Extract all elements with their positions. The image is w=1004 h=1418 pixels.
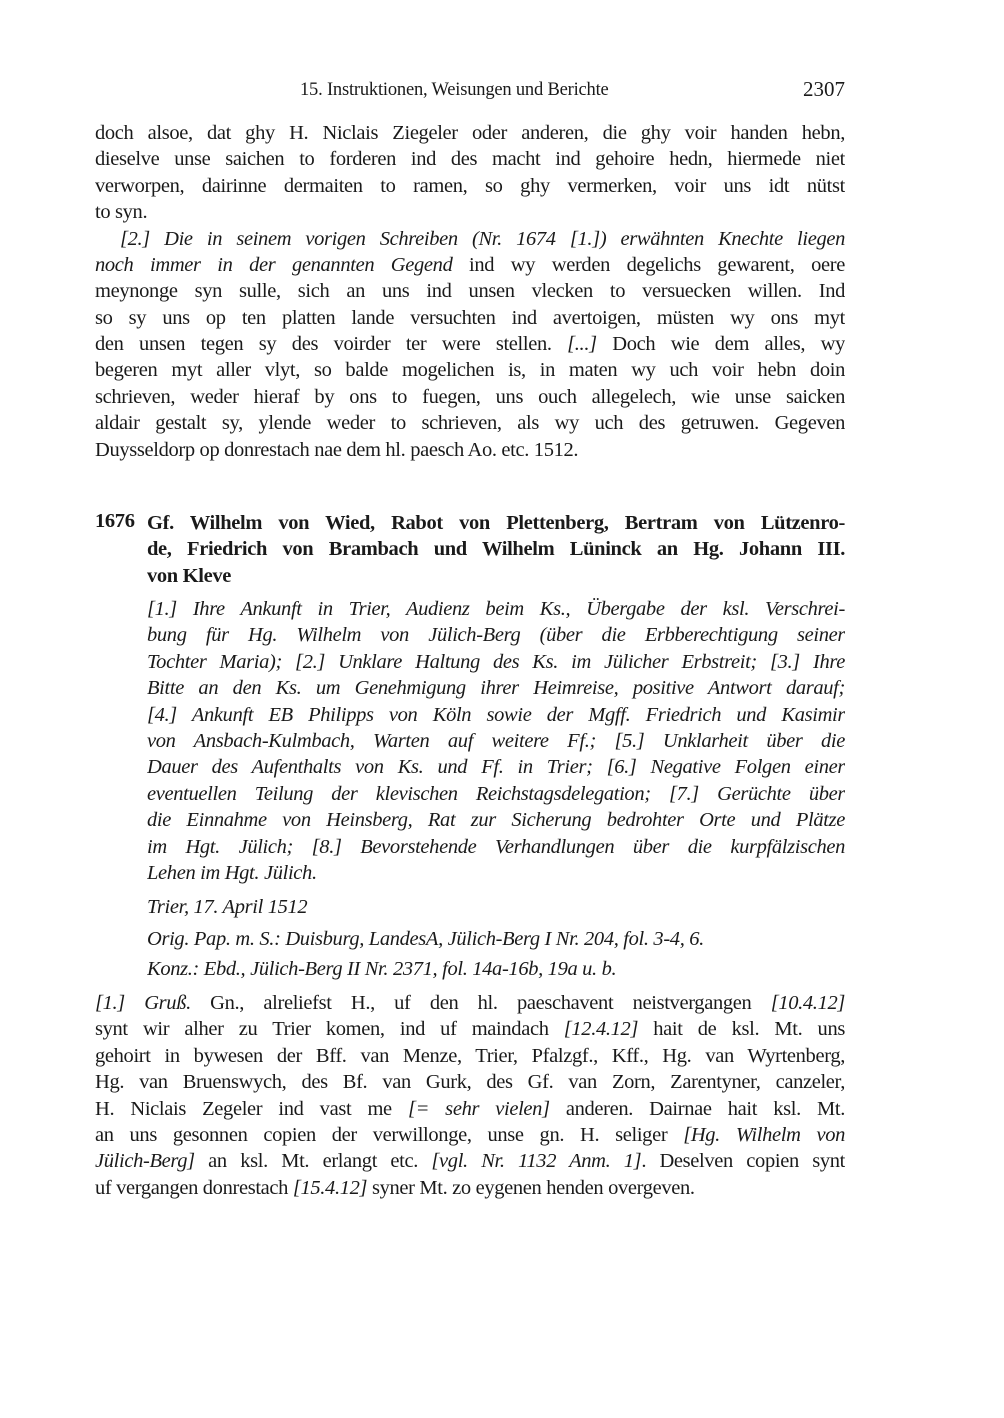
summary-text [147, 596, 845, 886]
italic-text: Lehen im Hgt. Jülich. [147, 861, 317, 884]
italic-text: bung für Hg. Wilhelm von Jülich-Berg (über die Erbberechtigung seiner [147, 624, 845, 647]
italic-text: [15.4.12] [292, 1176, 368, 1199]
entry-source-original [95, 926, 845, 952]
roman-text: . Deselven copien synt [641, 1150, 845, 1173]
text-line [95, 120, 845, 146]
roman-text: Doch wie dem alles, wy [596, 333, 845, 356]
text-line [95, 1148, 845, 1174]
italic-text: [vgl. Nr. 1132 Anm. 1] [431, 1150, 642, 1173]
paragraph-2 [95, 226, 845, 464]
italic-text: von Ansbach-Kulmbach, Warten auf weitere Ff.; [5.] Unklarheit über die [147, 729, 845, 752]
roman-text: hait de ksl. Mt. uns [638, 1018, 845, 1041]
text-line [95, 990, 845, 1016]
text-line [147, 807, 845, 833]
text-line [95, 252, 845, 278]
page-header [95, 77, 845, 106]
entry-date [95, 894, 845, 920]
roman-text: von Kleve [147, 564, 231, 587]
paragraph-3 [95, 990, 845, 1201]
roman-text: to syn. [95, 201, 148, 224]
text-line [147, 563, 845, 589]
italic-text: [Hg. Wilhelm von [683, 1123, 845, 1146]
text-line [147, 536, 845, 562]
text-line [95, 410, 845, 436]
roman-text: Gf. Wilhelm von Wied, Rabot von Plettenberg, Bertram von Lützenro- [147, 512, 845, 534]
text-line [147, 622, 845, 648]
italic-text: [4.] Ankunft EB Philipps von Köln sowie der Mgff. Friedrich und Kasimir [147, 703, 845, 726]
page-number: 2307 [803, 77, 845, 101]
roman-text: an ksl. Mt. erlangt etc. [194, 1150, 432, 1173]
roman-text: ind wy werden degelichs gewarent, oere [452, 253, 845, 276]
date-place: Trier, 17. April 1512 [147, 896, 308, 918]
text-line [147, 675, 845, 701]
roman-text: gehoirt in bywesen der Bff. van Menze, Trier, Pfalzgf., Kff., Hg. van Wyrtenberg, [95, 1044, 845, 1067]
text-line [95, 305, 845, 331]
text-line [95, 146, 845, 172]
roman-text: so sy uns op ten platten lande versuchten ind avertoigen, müsten wy ons myt [95, 306, 845, 329]
roman-text: Hg. van Bruenswych, des Bf. van Gurk, des Gf. van Zorn, Zarentyner, canzeler, [95, 1071, 845, 1094]
italic-text: [= sehr vielen] [407, 1097, 550, 1120]
text-line [95, 1069, 845, 1095]
source-original: Orig. Pap. m. S.: Duisburg, LandesA, Jülich-Berg I Nr. 204, fol. 3-4, 6. [147, 928, 704, 950]
text-line [95, 1043, 845, 1069]
roman-text: H. Niclais Zegeler ind vast me [95, 1097, 408, 1120]
roman-text: an uns gesonnen copien der verwillonge, unse gn. H. seliger [95, 1123, 684, 1146]
running-title: 15. Instruktionen, Weisungen und Berichte [300, 80, 609, 100]
italic-text: Dauer des Aufenthalts von Ks. und Ff. in Trier; [6.] Negative Folgen einer [147, 756, 845, 779]
italic-text: [10.4.12] [770, 992, 845, 1014]
roman-text: de, Friedrich von Brambach und Wilhelm Lüninck an Hg. Johann III. [147, 538, 845, 561]
roman-text: anderen. Dairnae hait ksl. Mt. [549, 1097, 845, 1120]
roman-text: den unsen tegen sy des voirder ter were stellen. [95, 333, 568, 356]
italic-text: [1.] Ihre Ankunft in Trier, Audienz beim Ks., Übergabe der ksl. Verschrei- [147, 598, 845, 620]
entry-number: 1676 [95, 510, 135, 532]
text-line [95, 331, 845, 357]
italic-text: Bitte an den Ks. um Genehmigung ihrer Heimreise, positive Antwort darauf; [147, 677, 845, 700]
text-line [95, 226, 845, 252]
roman-text: schrieven, weder hieraf by ons to fuegen, uns ouch allegelech, wie unse saicken [95, 385, 845, 408]
text-line [147, 754, 845, 780]
italic-text: [1.] Gruß. [95, 992, 191, 1014]
roman-text: verworpen, dairinne dermaiten to ramen, so ghy vermerken, voir uns idt nütst [95, 174, 845, 197]
italic-text: die Einnahme von Heinsberg, Rat zur Sicherung bedrohter Orte und Plätze [147, 809, 845, 832]
text-line [95, 1122, 845, 1148]
text-line [95, 173, 845, 199]
roman-text: aldair gestalt sy, ylende weder to schrieven, als wy uch des getruwen. Gegeven [95, 412, 845, 435]
text-line [147, 510, 845, 536]
text-line [95, 199, 845, 225]
text-line [95, 437, 845, 463]
text-line [147, 860, 845, 886]
entry-source-draft [95, 956, 845, 982]
text-line [95, 384, 845, 410]
italic-text: Jülich-Berg] [95, 1150, 195, 1173]
roman-text: Gn., alreliefst H., uf den hl. paeschavent neistvergangen [190, 992, 771, 1014]
text-line [95, 1016, 845, 1042]
italic-text: [...] [567, 333, 597, 356]
entry-heading [95, 510, 845, 589]
text-line [147, 702, 845, 728]
roman-text: doch alsoe, dat ghy H. Niclais Ziegeler oder anderen, die ghy voir handen hebn, [95, 122, 845, 144]
text-line [147, 781, 845, 807]
italic-text: noch immer in der genannten Gegend [95, 253, 453, 276]
roman-text: uf vergangen donrestach [95, 1176, 293, 1199]
roman-text: synt wir alher zu Trier komen, ind uf maindach [95, 1018, 564, 1041]
roman-text: meynonge syn sulle, sich an uns ind unsen vlecken to versuecken willen. Ind [95, 280, 845, 303]
text-line [95, 278, 845, 304]
italic-text: im Hgt. Jülich; [8.] Bevorstehende Verhandlungen über die kurpfälzischen [147, 835, 845, 858]
roman-text: syner Mt. zo eygenen henden overgeven. [367, 1176, 695, 1199]
text-line [147, 834, 845, 860]
paragraph-1 [95, 120, 845, 226]
italic-text: Tochter Maria); [2.] Unklare Haltung des Ks. im Jülicher Erbstreit; [3.] Ihre [147, 650, 845, 673]
roman-text: begeren myt aller vlyt, so balde mogelichen is, in maten wy uch voir hebn doin [95, 359, 845, 382]
entry-summary [95, 596, 845, 886]
text-line [147, 728, 845, 754]
text-line [95, 1096, 845, 1122]
text-line [147, 649, 845, 675]
source-draft: Konz.: Ebd., Jülich-Berg II Nr. 2371, fol. 14a-16b, 19a u. b. [147, 958, 617, 980]
text-line [95, 357, 845, 383]
text-line [95, 1175, 845, 1201]
italic-text: [12.4.12] [563, 1018, 639, 1041]
entry-title [147, 510, 845, 589]
roman-text: Duysseldorp op donrestach nae dem hl. paesch Ao. etc. 1512. [95, 438, 579, 461]
text-line [147, 596, 845, 622]
roman-text: dieselve unse saichen to forderen ind des macht ind gehoire hedn, hiermede niet [95, 148, 845, 171]
italic-text: [2.] Die in seinem vorigen Schreiben (Nr. 1674 [1.]) erwähnten Knechte liegen [120, 227, 845, 250]
italic-text: eventuellen Teilung der klevischen Reichstagsdelegation; [7.] Gerüchte über [147, 782, 845, 805]
